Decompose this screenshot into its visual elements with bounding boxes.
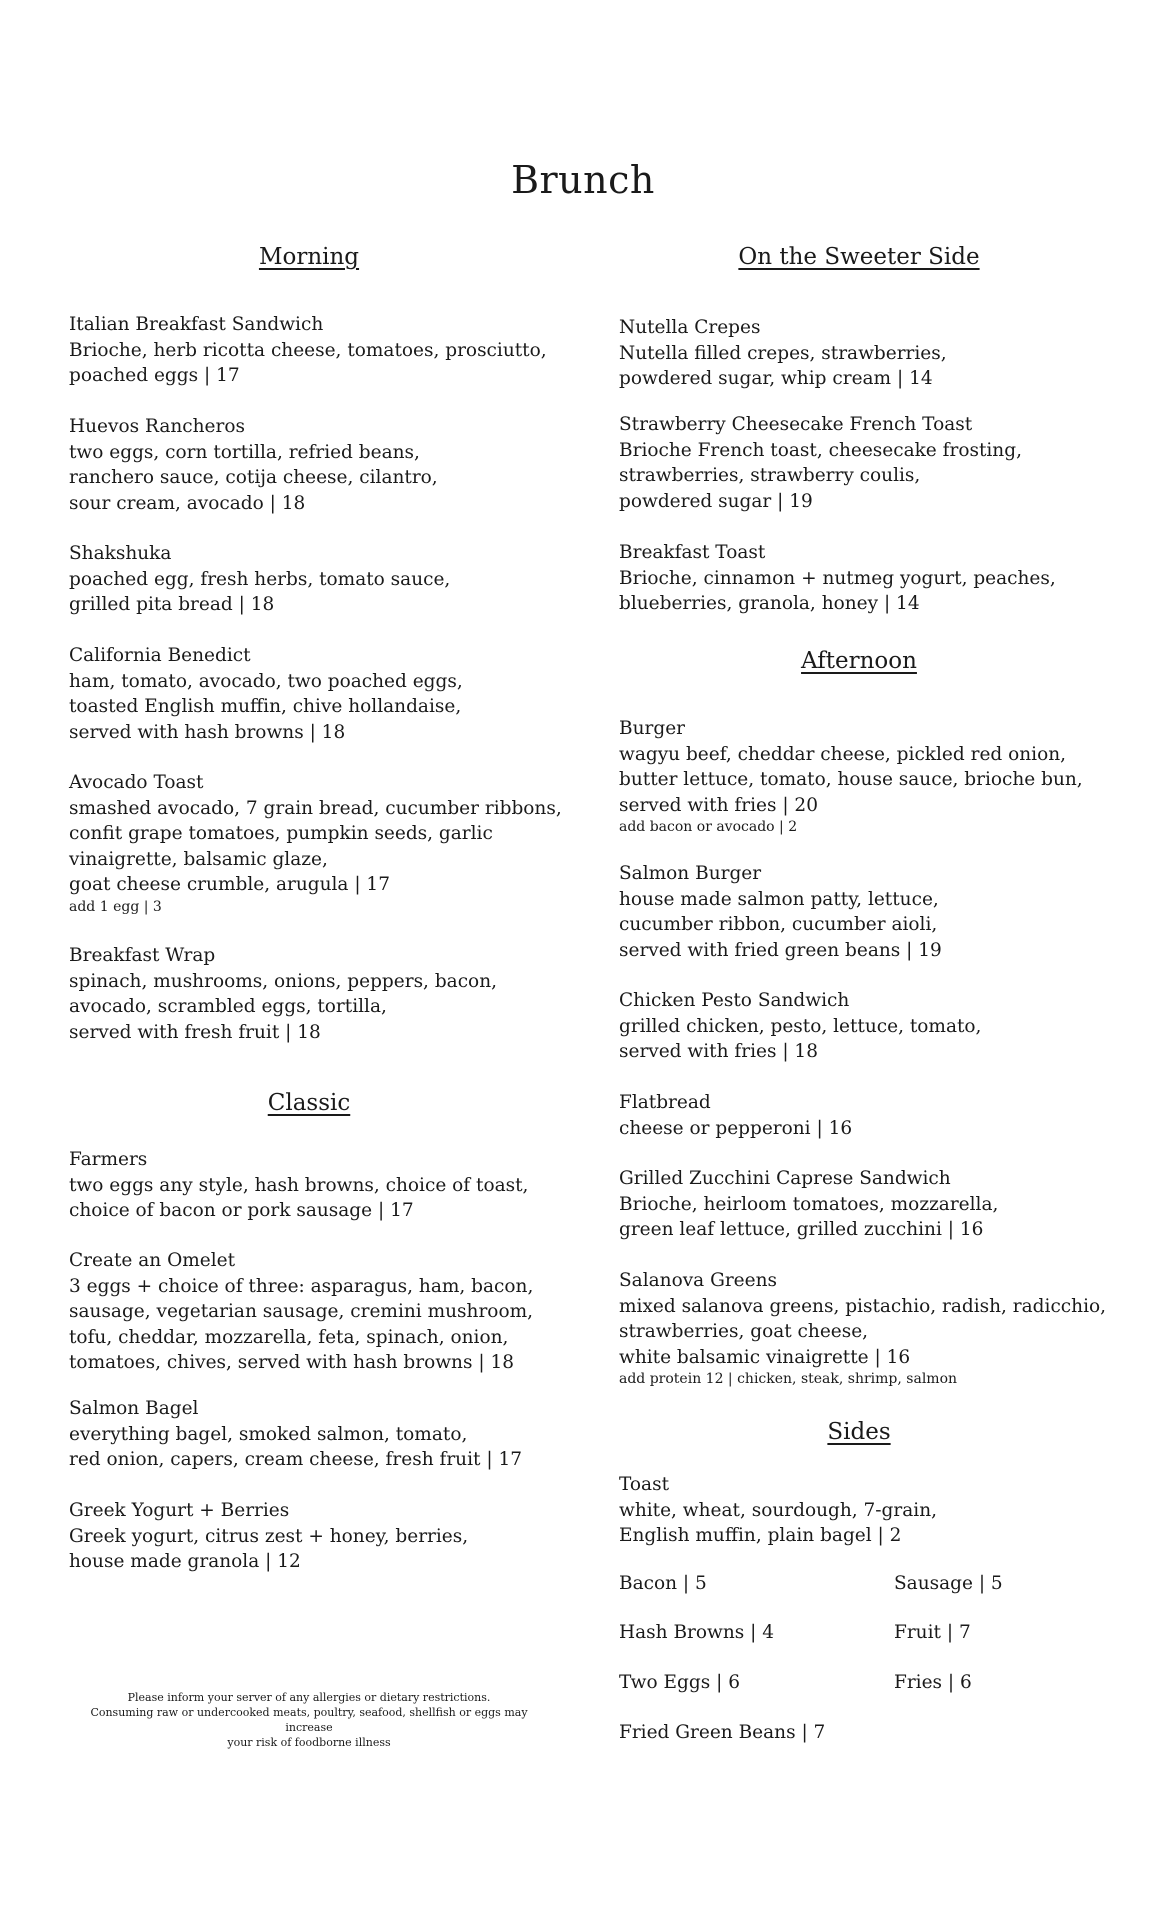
menu-item [619,1090,852,1141]
menu-item [69,1248,533,1376]
item-desc: served with hash browns | 18 [69,721,346,743]
menu-item [619,988,981,1065]
item-desc: toasted English muffin, chive hollandaise, [69,696,462,717]
item-desc: served with fries | 20 [619,794,818,816]
item-name: Avocado Toast [69,772,204,793]
item-desc: two eggs any style, hash browns, choice of toast, [69,1174,529,1196]
item-desc: served with fried green beans | 19 [619,939,942,961]
item-desc: choice of bacon or pork sausage | 17 [69,1200,414,1221]
menu-item [619,1268,1106,1388]
item-name: Salmon Burger [619,863,762,884]
item-desc: grilled chicken, pesto, lettuce, tomato, [619,1015,982,1037]
item-desc: served with fries | 18 [619,1041,818,1062]
item-name: Toast [619,1474,669,1495]
side-item: Hash Browns | 4 [619,1622,775,1643]
item-desc: served with fresh fruit | 18 [69,1021,321,1043]
item-name: Flatbread [619,1092,711,1113]
item-desc: red onion, capers, cream cheese, fresh fruit | 17 [69,1449,522,1470]
item-desc: butter lettuce, tomato, house sauce, brioche bun, [619,769,1083,790]
item-desc: 3 eggs + choice of three: asparagus, ham, bacon, [69,1275,534,1297]
menu-item [69,1498,468,1575]
menu-item [69,1396,522,1473]
side-item: Bacon | 5 [619,1573,707,1594]
page-title: Brunch [511,158,655,202]
item-addon-note: add 1 egg | 3 [69,898,162,915]
menu-item [619,412,1022,514]
item-desc: confit grape tomatoes, pumpkin seeds, garlic [69,823,493,844]
item-desc: grilled pita bread | 18 [69,594,275,615]
item-name: Nutella Crepes [619,317,761,338]
menu-item [69,643,463,745]
section-heading-classic: Classic [267,1090,351,1116]
menu-item [69,1147,528,1224]
item-desc: goat cheese crumble, arugula | 17 [69,874,390,895]
menu-item [619,861,942,963]
section-heading-afternoon: Afternoon [801,648,917,674]
item-name: Farmers [69,1149,148,1170]
item-name: Burger [619,718,685,739]
item-desc: smashed avocado, 7 grain bread, cucumber ribbons, [69,797,562,819]
side-item: Sausage | 5 [894,1573,1003,1594]
item-name: Strawberry Cheesecake French Toast [619,414,973,435]
item-desc: vinaigrette, balsamic glaze, [69,848,328,870]
item-name: California Benedict [69,645,251,666]
item-desc: tomatoes, chives, served with hash browns | 18 [69,1352,514,1373]
item-desc: Brioche, herb ricotta cheese, tomatoes, prosciutto, [69,339,547,361]
allergy-disclaimer [69,1690,549,1750]
item-desc: sausage, vegetarian sausage, cremini mushroom, [69,1301,533,1322]
item-desc: wagyu beef, cheddar cheese, pickled red onion, [619,743,1067,765]
menu-item [619,716,1083,836]
item-desc: powdered sugar | 19 [619,490,813,512]
item-desc: house made granola | 12 [69,1551,301,1572]
item-desc: poached egg, fresh herbs, tomato sauce, [69,568,451,590]
item-desc: strawberries, goat cheese, [619,1321,869,1342]
item-name: Breakfast Wrap [69,945,216,966]
item-desc: mixed salanova greens, pistachio, radish, radicchio, [619,1295,1107,1317]
side-item: Fries | 6 [894,1672,972,1693]
side-item: Fried Green Beans | 7 [619,1722,826,1743]
item-name: Greek Yogurt + Berries [69,1500,290,1521]
item-desc: Nutella filled crepes, strawberries, [619,342,947,364]
menu-item [69,943,497,1045]
item-name: Salanova Greens [619,1270,777,1291]
item-desc: house made salmon patty, lettuce, [619,888,939,910]
item-addon-note: add bacon or avocado | 2 [619,819,798,835]
item-name: Grilled Zucchini Caprese Sandwich [619,1168,951,1189]
item-name: Breakfast Toast [619,542,766,563]
item-desc: strawberries, strawberry coulis, [619,465,921,486]
item-name: Create an Omelet [69,1250,236,1271]
side-item: Two Eggs | 6 [619,1672,740,1693]
menu-item [619,315,947,392]
disclaimer-line: Please inform your server of any allergies or dietary restrictions. [127,1691,491,1704]
item-desc: ham, tomato, avocado, two poached eggs, [69,670,463,692]
disclaimer-line: your risk of foodborne illness [227,1736,391,1749]
item-desc: blueberries, granola, honey | 14 [619,593,920,614]
item-desc: ranchero sauce, cotija cheese, cilantro, [69,467,438,488]
item-desc: cheese or pepperoni | 16 [619,1117,853,1139]
menu-item [69,414,438,516]
item-desc: cucumber ribbon, cucumber aioli, [619,914,938,935]
item-desc: English muffin, plain bagel | 2 [619,1525,902,1546]
menu-item [619,540,1056,617]
item-desc: Greek yogurt, citrus zest + honey, berries, [69,1525,469,1547]
menu-item [619,1166,998,1243]
item-desc: two eggs, corn tortilla, refried beans, [69,441,420,463]
item-name: Chicken Pesto Sandwich [619,990,850,1011]
item-desc: white, wheat, sourdough, 7-grain, [619,1499,937,1521]
menu-item [69,312,547,389]
item-desc: green leaf lettuce, grilled zucchini | 16 [619,1219,984,1240]
item-desc: Brioche French toast, cheesecake frosting, [619,439,1022,461]
item-name: Huevos Rancheros [69,416,245,437]
item-desc: poached eggs | 17 [69,365,240,386]
item-name: Shakshuka [69,543,172,564]
item-desc: tofu, cheddar, mozzarella, feta, spinach, onion, [69,1326,509,1348]
item-desc: Brioche, heirloom tomatoes, mozzarella, [619,1193,999,1215]
section-heading-morning: Morning [258,244,360,270]
menu-item [619,1472,937,1549]
item-desc: sour cream, avocado | 18 [69,492,306,514]
menu-item [69,541,450,618]
item-name: Salmon Bagel [69,1398,199,1419]
item-desc: white balsamic vinaigrette | 16 [619,1346,911,1368]
item-desc: avocado, scrambled eggs, tortilla, [69,996,387,1017]
item-desc: everything bagel, smoked salmon, tomato, [69,1423,468,1445]
section-heading-sweeter-side: On the Sweeter Side [738,244,980,270]
side-item: Fruit | 7 [894,1622,971,1643]
item-addon-note: add protein 12 | chicken, steak, shrimp, salmon [619,1371,958,1387]
item-name: Italian Breakfast Sandwich [69,314,324,335]
menu-item [69,770,562,916]
item-desc: spinach, mushrooms, onions, peppers, bacon, [69,970,497,992]
item-desc: powdered sugar, whip cream | 14 [619,368,933,389]
section-heading-sides: Sides [827,1419,891,1445]
disclaimer-line: Consuming raw or undercooked meats, poultry, seafood, shellfish or eggs may increase [90,1706,528,1734]
item-desc: Brioche, cinnamon + nutmeg yogurt, peaches, [619,567,1056,589]
